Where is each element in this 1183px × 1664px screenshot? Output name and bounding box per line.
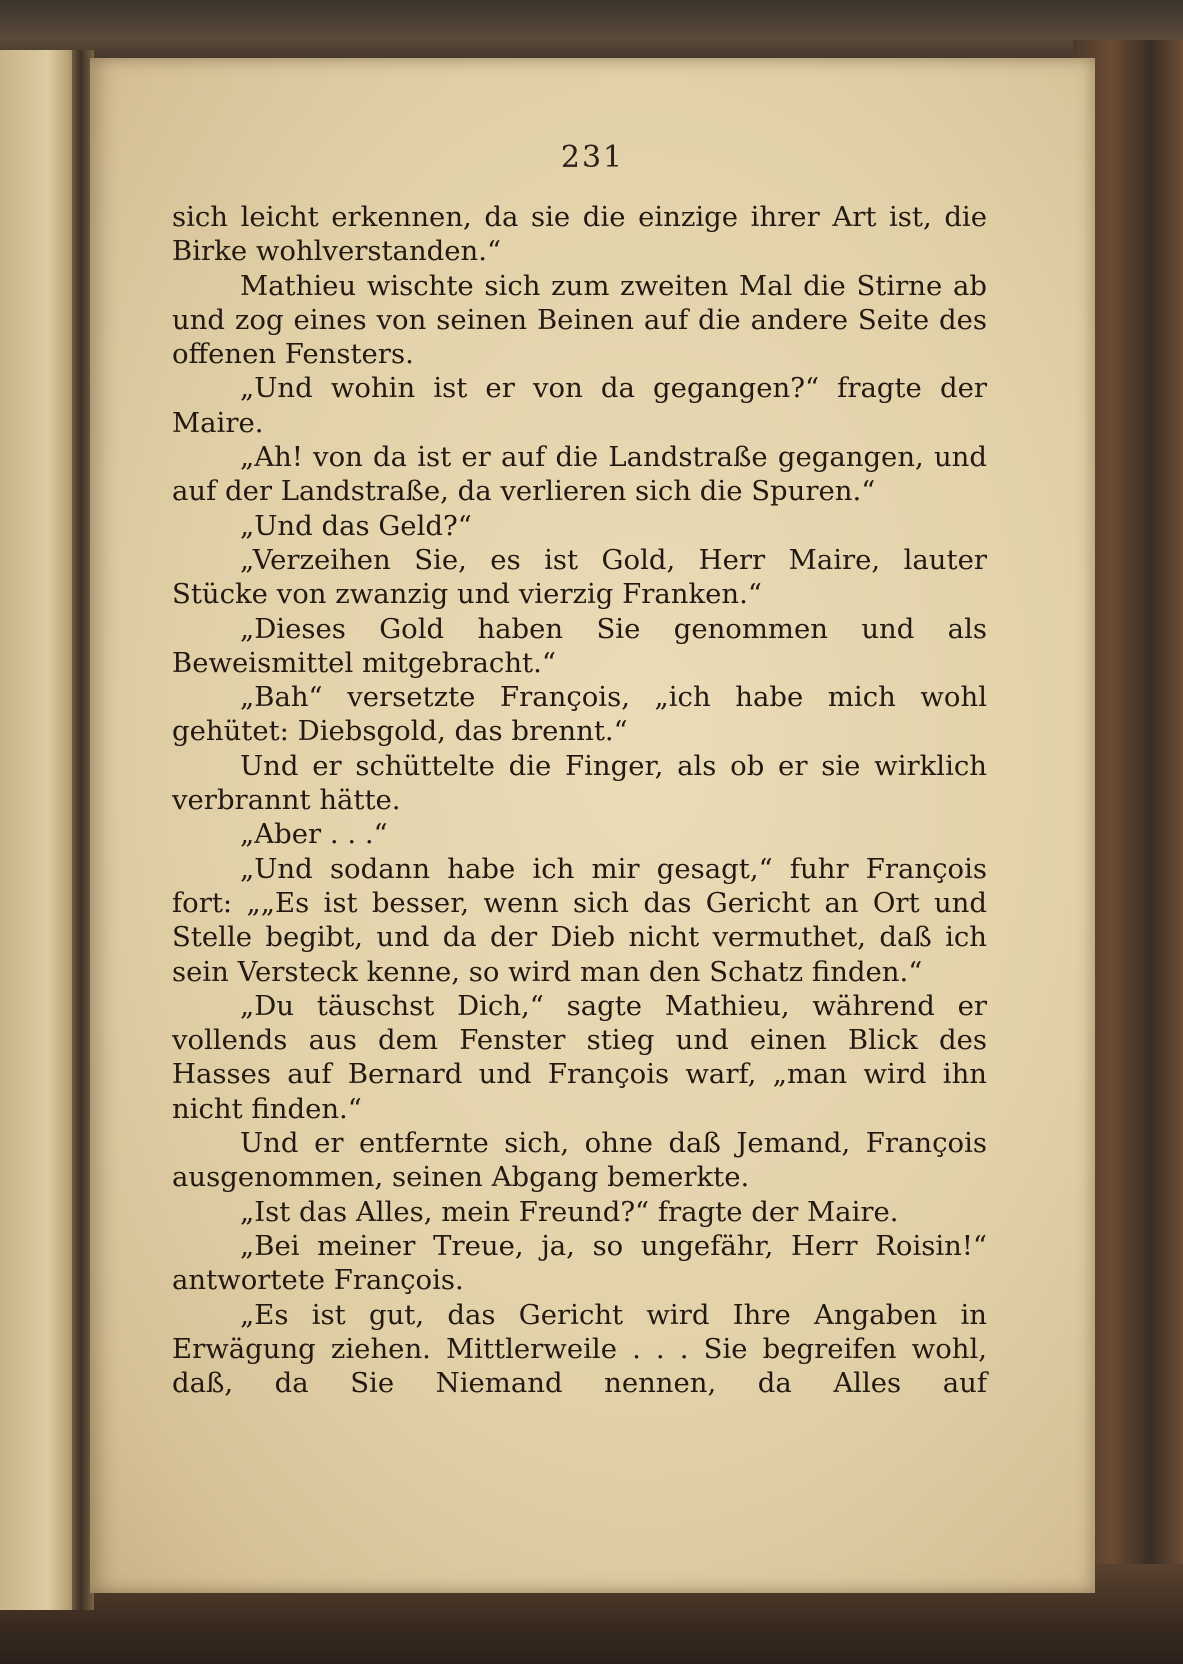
paragraph: „Dieses Gold haben Sie genommen und als Beweismittel mitgebracht.“ (172, 612, 987, 679)
paragraph: „Es ist gut, das Gericht wird Ihre Angaben in Erwägung ziehen. Mittlerweile . . . Sie begreifen wohl, daß, da Sie Niemand nennen, da Alles auf (172, 1298, 987, 1400)
paragraph: „Bei meiner Treue, ja, so ungefähr, Herr Roisin!“ antwortete François. (172, 1229, 987, 1297)
page-text (172, 200, 987, 1400)
paragraph: „Und wohin ist er von da gegangen?“ fragte der Maire. (172, 372, 987, 439)
paragraph: „Bah“ versetzte François, „ich habe mich wohl gehütet: Diebsgold, das brennt.“ (172, 681, 987, 748)
page-number: 231 (560, 140, 625, 175)
paragraph: „Und sodann habe ich mir gesagt,“ fuhr François fort: „„Es ist besser, wenn sich das Gericht an Ort und Stelle begibt, und da der Dieb nicht vermuthet, daß ich sein Versteck kenne, so wird man den Schatz finden.“ (172, 852, 987, 988)
paragraph: „Ist das Alles, mein Freund?“ fragte der Maire. (240, 1195, 899, 1228)
paragraph: „Aber . . .“ (240, 818, 388, 851)
paragraph: „Ah! von da ist er auf die Landstraße gegangen, und auf der Landstraße, da verlieren sich die Spuren.“ (172, 441, 987, 508)
paragraph: „Du täuschst Dich,“ sagte Mathieu, während er vollends aus dem Fenster stieg und einen Blick des Hasses auf Bernard und François warf, „man wird ihn nicht finden.“ (172, 989, 987, 1125)
paragraph: sich leicht erkennen, da sie die einzige ihrer Art ist, die Birke wohlverstanden.“ (172, 201, 987, 268)
paragraph: Und er schüttelte die Finger, als ob er sie wirklich verbrannt hätte. (172, 749, 987, 817)
paragraph: „Verzeihen Sie, es ist Gold, Herr Maire, lauter Stücke von zwanzig und vierzig Franken.“ (172, 543, 987, 611)
facing-page-edge (0, 50, 80, 1610)
book-page (90, 58, 1095, 1593)
paragraph: „Und das Geld?“ (240, 509, 472, 542)
paragraph: Und er entfernte sich, ohne daß Jemand, François ausgenommen, seinen Abgang bemerkte. (172, 1127, 987, 1194)
paragraph: Mathieu wischte sich zum zweiten Mal die Stirne ab und zog eines von seinen Beinen auf die andere Seite des offenen Fensters. (172, 269, 987, 371)
